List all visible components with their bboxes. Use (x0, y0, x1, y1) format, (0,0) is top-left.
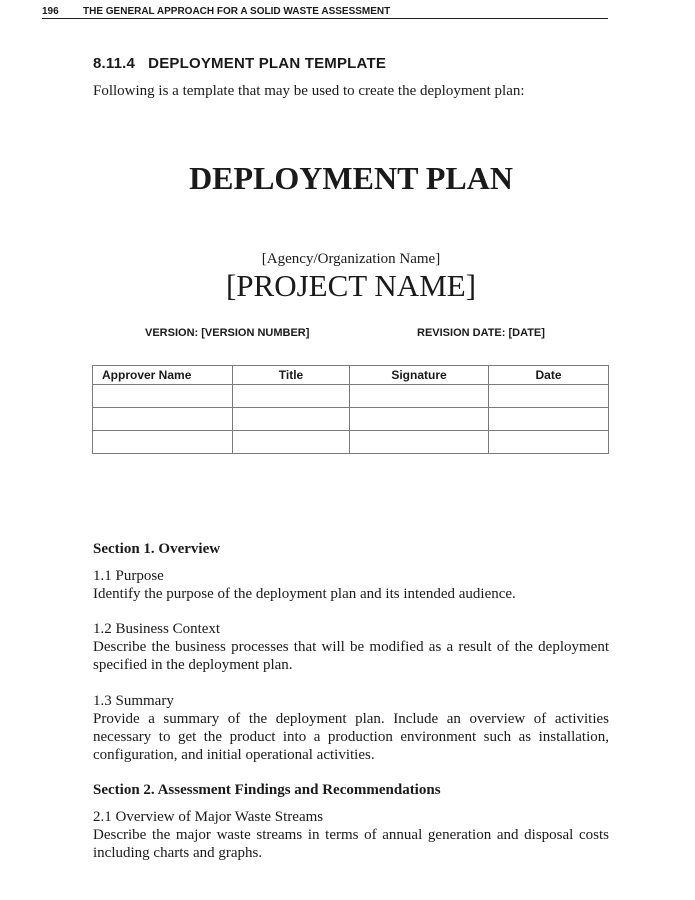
subsection-1-3 (93, 692, 609, 764)
subsection-1-2-text: Describe the business processes that will be modified as a result of the deployment specified in the deployment plan. (93, 639, 609, 673)
table-cell (233, 408, 350, 431)
subsection-1-3-title: 1.3 Summary (93, 693, 174, 709)
table-cell (489, 385, 609, 408)
table-cell (233, 385, 350, 408)
col-header-date: Date (489, 366, 609, 385)
table-header-row (93, 366, 609, 385)
subsection-2-1-title: 2.1 Overview of Major Waste Streams (93, 809, 324, 825)
section-1-title: Section 1. Overview (93, 541, 221, 557)
version-label: VERSION: [VERSION NUMBER] (145, 327, 310, 339)
section-2-title: Section 2. Assessment Findings and Recommendations (93, 782, 441, 798)
subsection-1-1 (93, 567, 609, 603)
project-name: [PROJECT NAME] (225, 268, 477, 303)
section-2-heading (93, 781, 609, 799)
table-row (93, 385, 609, 408)
running-header (42, 6, 608, 19)
table-cell (489, 431, 609, 454)
subsection-1-2-title: 1.2 Business Context (93, 621, 221, 637)
approvals-table (92, 365, 609, 454)
table-cell (233, 431, 350, 454)
col-header-approver-name: Approver Name (93, 366, 233, 385)
subsection-1-1-text: Identify the purpose of the deployment plan and its intended audience. (93, 586, 516, 602)
table-cell (93, 431, 233, 454)
table-cell (93, 385, 233, 408)
section-1-heading (93, 540, 609, 558)
revision-date-label: REVISION DATE: [DATE] (417, 327, 545, 339)
running-head-title: THE GENERAL APPROACH FOR A SOLID WASTE ASSESSMENT (83, 6, 391, 17)
section-heading: 8.11.4 DEPLOYMENT PLAN TEMPLATE (93, 55, 387, 72)
table-row (93, 431, 609, 454)
intro-text: Following is a template that may be used to create the deployment plan: (93, 83, 525, 99)
document-title: DEPLOYMENT PLAN (189, 160, 513, 196)
table-cell (93, 408, 233, 431)
table-row (93, 408, 609, 431)
table-cell (350, 385, 489, 408)
subsection-1-1-title: 1.1 Purpose (93, 568, 164, 584)
subsection-2-1-text: Describe the major waste streams in terms of annual generation and disposal costs including charts and graphs. (93, 827, 609, 861)
subsection-2-1 (93, 808, 609, 862)
subsection-1-3-text: Provide a summary of the deployment plan. Include an overview of activities necessary to get the product into a production environment such as installation, configuration, and initial operational activities. (93, 711, 609, 763)
col-header-signature: Signature (350, 366, 489, 385)
table-cell (350, 408, 489, 431)
subsection-1-2 (93, 620, 609, 674)
col-header-title: Title (233, 366, 350, 385)
table-cell (489, 408, 609, 431)
table-cell (350, 431, 489, 454)
agency-name: [Agency/Organization Name] (261, 251, 441, 267)
page-number: 196 (42, 6, 59, 17)
